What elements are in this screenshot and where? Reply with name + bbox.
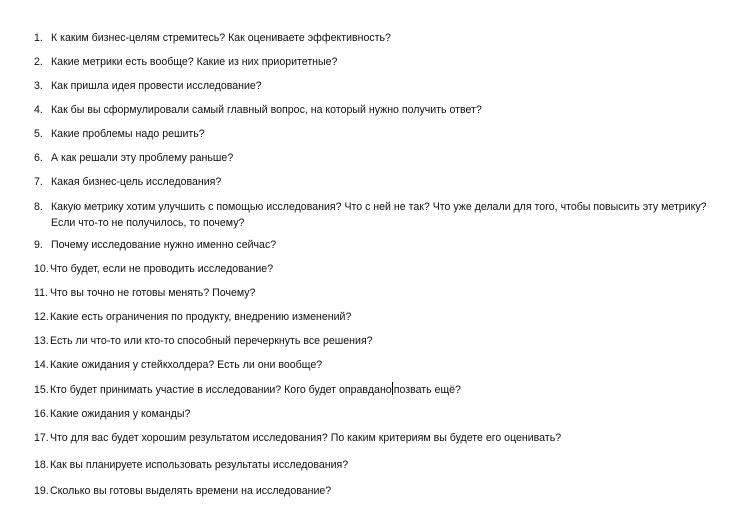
- question-text: Какую метрику хотим улучшить с помощью исследования? Что с ней не так? Что уже делали для того, чтобы повысить эту метрику? Если что-то не получилось, то почему?: [51, 201, 707, 229]
- question-item: [34, 102, 724, 118]
- question-text: Есть ли что-то или кто-то способный перечеркнуть все решения?: [50, 335, 373, 347]
- question-number: 3.: [34, 80, 43, 92]
- question-item: [34, 174, 724, 190]
- question-number: 5.: [34, 128, 43, 140]
- question-number: 9.: [34, 239, 43, 251]
- question-number: 17.: [34, 432, 49, 444]
- question-text: Как пришла идея провести исследование?: [51, 80, 262, 92]
- question-text: Как вы планируете использовать результаты исследования?: [50, 459, 349, 471]
- question-item: [34, 309, 724, 325]
- question-number: 14.: [34, 359, 49, 371]
- question-text[interactable]: [50, 382, 724, 398]
- question-number: 12.: [34, 311, 49, 323]
- question-text-before-caret: Кто будет принимать участие в исследовании? Кого будет оправдано: [50, 384, 392, 396]
- question-item: [34, 457, 724, 473]
- question-text: Что вы точно не готовы менять? Почему?: [50, 287, 256, 299]
- question-text: Что будет, если не проводить исследование?: [50, 263, 274, 275]
- question-text: Какая бизнес-цель исследования?: [51, 176, 222, 188]
- question-item: [34, 237, 724, 253]
- question-text: Как бы вы сформулировали самый главный вопрос, на который нужно получить ответ?: [51, 104, 482, 116]
- question-text: Какие проблемы надо решить?: [51, 128, 205, 140]
- question-number: 8.: [34, 201, 43, 213]
- question-text: Почему исследование нужно именно сейчас?: [51, 239, 277, 251]
- question-item: [34, 357, 724, 373]
- question-number: 19.: [34, 485, 49, 497]
- question-item: [34, 150, 724, 166]
- question-number: 2.: [34, 56, 43, 68]
- question-item: [34, 483, 724, 499]
- question-number: 11.: [34, 287, 48, 299]
- question-item: [34, 126, 724, 142]
- question-text: Какие есть ограничения по продукту, внедрению изменений?: [50, 311, 352, 323]
- question-text: Какие ожидания у команды?: [50, 408, 191, 420]
- question-item: [34, 285, 724, 301]
- question-text: Сколько вы готовы выделять времени на исследование?: [50, 485, 332, 497]
- question-item: [34, 333, 724, 349]
- question-number: 6.: [34, 152, 43, 164]
- question-number: 1.: [34, 32, 43, 44]
- question-text: Какие ожидания у стейкхолдера? Есть ли они вообще?: [50, 359, 323, 371]
- question-number: 7.: [34, 176, 43, 188]
- question-item: [34, 199, 724, 231]
- question-number: 4.: [34, 104, 43, 116]
- question-item: [34, 406, 724, 422]
- question-number: 13.: [34, 335, 49, 347]
- question-text: К каким бизнес-целям стремитесь? Как оцениваете эффективность?: [51, 32, 391, 44]
- question-item: [34, 30, 724, 46]
- question-text: Какие метрики есть вообще? Какие из них приоритетные?: [51, 56, 338, 68]
- question-number: 18.: [34, 459, 49, 471]
- question-text: Что для вас будет хорошим результатом исследования? По каким критериям вы будете его оценивать?: [50, 432, 562, 444]
- question-number: 16.: [34, 408, 49, 420]
- question-item: [34, 261, 724, 277]
- question-number: 10.: [34, 263, 49, 275]
- question-item: [34, 382, 724, 398]
- question-item: [34, 54, 724, 70]
- question-item: [34, 78, 724, 94]
- question-item: [34, 430, 724, 446]
- question-text-after-caret: позвать ещё?: [393, 384, 461, 396]
- question-text: А как решали эту проблему раньше?: [51, 152, 234, 164]
- question-number: 15.: [34, 384, 49, 396]
